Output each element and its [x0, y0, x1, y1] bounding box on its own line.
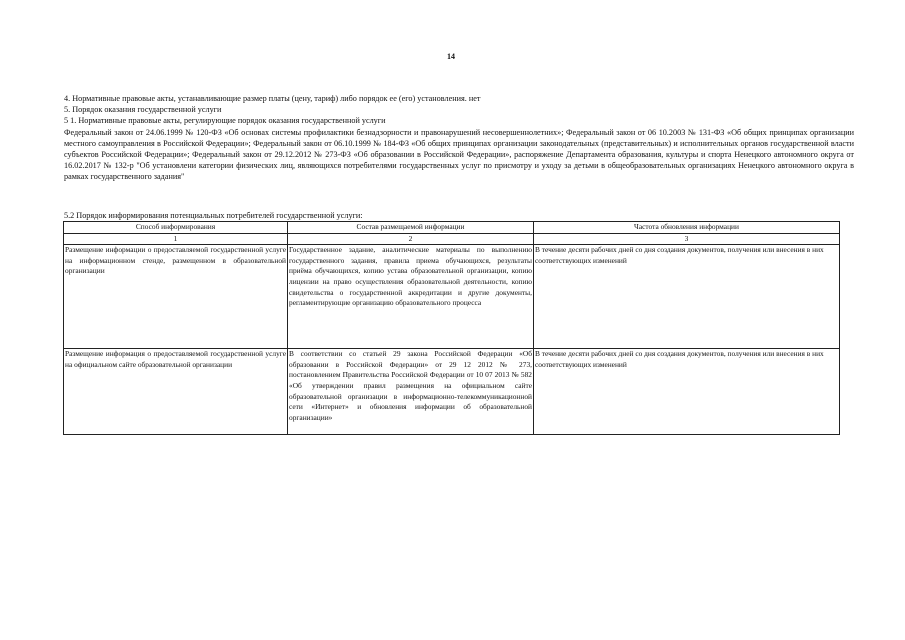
header-frequency: Частота обновления информации — [534, 222, 840, 234]
table-row — [64, 245, 840, 349]
table-number-row — [64, 233, 840, 245]
column-number: 1 — [64, 233, 288, 245]
header-content: Состав размещаемой информации — [288, 222, 534, 234]
row-method-cell: Размещение информация о предоставляемой государственной услуге на официальном сайте образовательной организации — [64, 349, 288, 435]
section-4-line: 4. Нормативные правовые акты, устанавливающие размер платы (цену, тариф) либо порядок ее (его) установления. нет — [64, 94, 481, 103]
table-row — [64, 349, 840, 435]
regulations-section — [64, 93, 854, 183]
section-5-1-title: 5 1. Нормативные правовые акты, регулирующие порядок оказания государственной услуги — [64, 116, 386, 126]
row-content-cell: В соответствии со статьей 29 закона Российской Федерации «Об образовании в Российской Федерации» от 29 12 2012 № 273, постановлением Правительства Российской Федерации от 10 07 2013 № 582 «Об утверждении правил размещения на официальном сайте образовательной организации в информационно-телекоммуникационной сети «Интернет» и обновления информации об образовательной организации» — [288, 349, 534, 435]
row-frequency-cell: В течение десяти рабочих дней со дня создания документов, получения или внесения в них соответствующих изменений — [534, 245, 840, 349]
header-method: Способ информирования — [64, 222, 288, 234]
row-content-cell: Государственное задание, аналитические материалы по выполнению государственного задания, правила приема обучающихся, результаты приёма обучающихся, копию устава образовательной организации, копию лицензии на право осуществления образовательной деятельности, копию свидетельства о государственной аккредитации и другие документы, регламентирующие организацию образовательного процесса — [288, 245, 534, 349]
section-5-1-text: Федеральный закон от 24.06.1999 № 120-ФЗ «Об основах системы профилактики безнадзорности и правонарушений несовершеннолетних»; Федеральный закон от 06 10.2003 № 131-ФЗ «Об общих принципах организации местного самоуправления в Российской Федерации»; Федеральный закон от 06.10.1999 № 184-ФЗ «Об общих принципах организации законодательных (представительных) и исполнительных органов государственной власти субъектов Российской Федерации»; Федеральный закон от 29.12.2012 № 273-ФЗ «Об образовании в Российской Федерации», распоряжение Департамента образования, культуры и спорта Ненецкого автономного округа от 16.02.2017 № 132-р "Об установлени категории физических лиц, являющихся потребителями государственных услуг по присмотру и уходу за детьми в общеобразовательных организациях Ненецкого автономного округа в рамках государственного задания" — [64, 127, 854, 182]
informing-table — [63, 221, 840, 435]
section-5-2-title: 5.2 Порядок информирования потенциальных потребителей государственной услуги: — [64, 211, 363, 220]
column-number: 3 — [534, 233, 840, 245]
section-5-title: 5. Порядок оказания государственной услуги — [64, 105, 222, 115]
page-number: 14 — [447, 52, 455, 61]
row-frequency-cell: В течение десяти рабочих дней со дня создания документов, получения или внесения в них соответствующих изменений — [534, 349, 840, 435]
table-header-row — [64, 222, 840, 234]
row-method-cell: Размещение информации о предоставляемой государственной услуге на информационном стенде, размещенном в образовательной организации — [64, 245, 288, 349]
column-number: 2 — [288, 233, 534, 245]
